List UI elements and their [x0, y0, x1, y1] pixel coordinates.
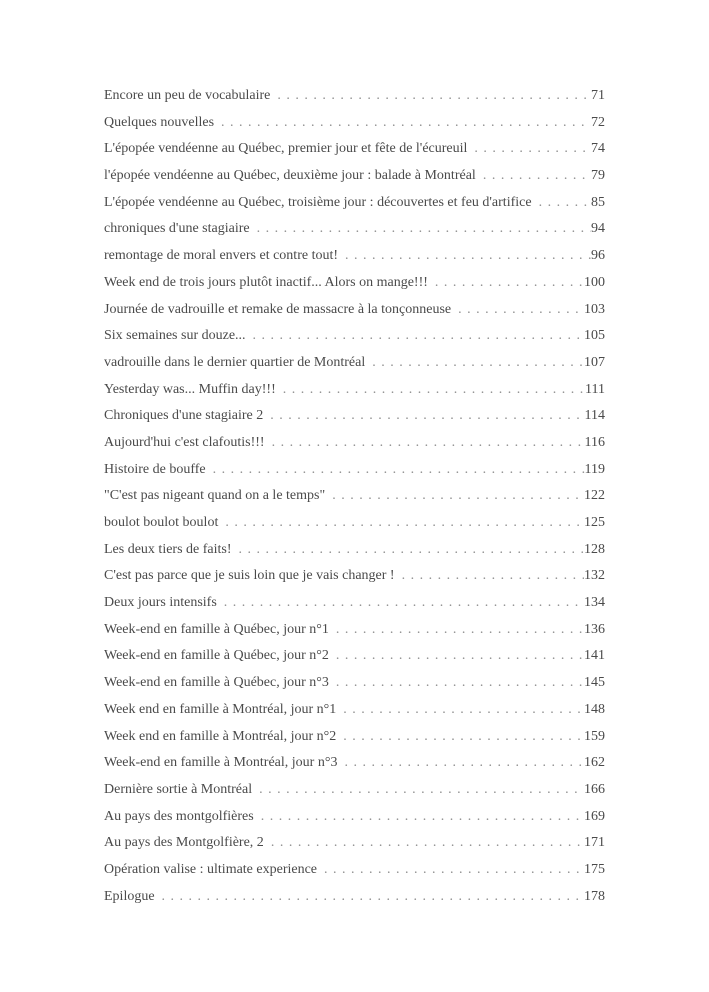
toc-entry[interactable] — [104, 216, 605, 243]
toc-entry-page: 136 — [584, 621, 605, 637]
toc-entry-title: vadrouille dans le dernier quartier de Montréal — [104, 354, 366, 370]
toc-entry-title: Yesterday was... Muffin day!!! — [104, 381, 276, 397]
toc-entry[interactable] — [104, 483, 605, 510]
dot-leader — [270, 83, 591, 110]
toc-entry[interactable] — [104, 777, 605, 804]
toc-entry[interactable] — [104, 403, 605, 430]
toc-entry-title: Dernière sortie à Montréal — [104, 781, 253, 797]
dot-leader — [329, 617, 584, 644]
toc-entry-page: 105 — [584, 328, 605, 344]
toc-entry-title: l'épopée vendéenne au Québec, deuxième jour : balade à Montréal — [104, 168, 476, 184]
toc-entry-page: 72 — [591, 114, 605, 130]
toc-entry-title: Six semaines sur douze... — [104, 328, 246, 344]
toc-entry[interactable] — [104, 884, 605, 911]
toc-entry-page: 94 — [591, 221, 605, 237]
toc-entry-page: 175 — [584, 861, 605, 877]
toc-entry[interactable] — [104, 190, 605, 217]
toc-entry-title: "C'est pas nigeant quand on a le temps" — [104, 488, 326, 504]
toc-entry[interactable] — [104, 537, 605, 564]
toc-entry[interactable] — [104, 830, 605, 857]
toc-entry-title: Au pays des Montgolfière, 2 — [104, 835, 264, 851]
toc-entry-title: Journée de vadrouille et remake de massacre à la tonçonneuse — [104, 301, 452, 317]
toc-entry[interactable] — [104, 297, 605, 324]
toc-entry-title: Week-end en famille à Québec, jour n°1 — [104, 621, 329, 637]
toc-entry-page: 119 — [584, 461, 605, 477]
dot-leader — [155, 884, 584, 911]
toc-entry[interactable] — [104, 857, 605, 884]
dot-leader — [428, 270, 584, 297]
toc-entry-title: Au pays des montgolfières — [104, 808, 254, 824]
dot-leader — [218, 510, 584, 537]
dot-leader — [329, 670, 584, 697]
table-of-contents — [104, 83, 605, 910]
toc-entry-title: Week-end en famille à Québec, jour n°2 — [104, 648, 329, 664]
toc-entry-page: 132 — [584, 568, 605, 584]
dot-leader — [265, 430, 585, 457]
toc-entry-page: 171 — [584, 835, 605, 851]
toc-entry-page: 103 — [584, 301, 605, 317]
dot-leader — [217, 590, 584, 617]
toc-entry-page: 85 — [591, 194, 605, 210]
dot-leader — [250, 216, 591, 243]
toc-entry-title: boulot boulot boulot — [104, 515, 219, 530]
toc-entry-title: Week-end en famille à Québec, jour n°3 — [104, 675, 329, 691]
toc-entry[interactable] — [104, 617, 605, 644]
toc-entry[interactable] — [104, 243, 605, 270]
dot-leader — [395, 563, 584, 590]
toc-entry[interactable] — [104, 270, 605, 297]
toc-entry[interactable] — [104, 377, 605, 404]
toc-entry-page: 79 — [591, 168, 605, 184]
dot-leader — [337, 750, 584, 777]
toc-entry[interactable] — [104, 643, 605, 670]
dot-leader — [365, 350, 584, 377]
toc-entry[interactable] — [104, 697, 605, 724]
dot-leader — [252, 777, 584, 804]
toc-entry-page: 128 — [584, 541, 605, 557]
toc-entry-title: Week end de trois jours plutôt inactif... Alors on mange!!! — [104, 274, 428, 290]
dot-leader — [214, 110, 591, 137]
toc-entry-page: 96 — [591, 248, 605, 264]
toc-entry[interactable] — [104, 457, 605, 484]
toc-entry-page: 162 — [584, 755, 605, 771]
dot-leader — [476, 163, 591, 190]
toc-entry-title: L'épopée vendéenne au Québec, premier jour et fête de l'écureuil — [104, 141, 468, 157]
dot-leader — [254, 804, 584, 831]
toc-entry-page: 178 — [584, 888, 605, 904]
toc-entry[interactable] — [104, 163, 605, 190]
toc-entry-page: 107 — [584, 354, 605, 370]
toc-entry-page: 116 — [584, 434, 605, 450]
toc-entry-title: chroniques d'une stagiaire — [104, 221, 250, 237]
toc-entry-page: 71 — [591, 88, 605, 103]
dot-leader — [325, 483, 584, 510]
toc-entry-title: Deux jours intensifs — [104, 595, 217, 611]
toc-entry-title: Quelques nouvelles — [104, 114, 215, 130]
toc-entry-page: 169 — [584, 808, 605, 824]
dot-leader — [532, 190, 591, 217]
toc-entry-title: Aujourd'hui c'est clafoutis!!! — [104, 434, 265, 450]
dot-leader — [246, 323, 584, 350]
toc-entry[interactable] — [104, 804, 605, 831]
toc-entry-title: remontage de moral envers et contre tout! — [104, 248, 339, 264]
toc-entry-page: 145 — [584, 675, 605, 691]
toc-entry-page: 74 — [591, 141, 605, 157]
toc-entry-title: Week end en famille à Montréal, jour n°2 — [104, 728, 337, 744]
toc-entry[interactable] — [104, 110, 605, 137]
toc-entry-title: Les deux tiers de faits! — [104, 541, 232, 557]
dot-leader — [451, 297, 584, 324]
toc-entry[interactable] — [104, 136, 605, 163]
dot-leader — [232, 537, 584, 564]
toc-entry-page: 111 — [585, 381, 605, 397]
toc-entry-title: C'est pas parce que je suis loin que je vais changer ! — [104, 568, 395, 584]
toc-entry[interactable] — [104, 563, 605, 590]
toc-entry[interactable] — [104, 430, 605, 457]
toc-entry-title: Epilogue — [104, 888, 155, 904]
toc-entry-title: Week-end en famille à Montréal, jour n°3 — [104, 755, 338, 771]
toc-entry-page: 159 — [584, 728, 605, 744]
toc-entry-page: 134 — [584, 595, 605, 611]
toc-entry[interactable] — [104, 750, 605, 777]
dot-leader — [276, 377, 585, 404]
dot-leader — [206, 457, 585, 484]
toc-entry[interactable] — [104, 670, 605, 697]
dot-leader — [329, 643, 584, 670]
dot-leader — [263, 403, 584, 430]
toc-entry[interactable] — [104, 350, 605, 377]
dot-leader — [336, 724, 584, 751]
toc-entry-title: L'épopée vendéenne au Québec, troisième jour : découvertes et feu d'artifice — [104, 194, 532, 210]
toc-entry-title: Week end en famille à Montréal, jour n°1 — [104, 701, 337, 717]
toc-entry[interactable] — [104, 83, 605, 110]
toc-entry-page: 114 — [584, 408, 605, 424]
dot-leader — [264, 830, 584, 857]
toc-entry-title: Encore un peu de vocabulaire — [104, 88, 271, 103]
toc-entry-title: Opération valise : ultimate experience — [104, 861, 318, 877]
toc-entry-page: 122 — [584, 488, 605, 504]
toc-entry[interactable] — [104, 590, 605, 617]
toc-entry[interactable] — [104, 323, 605, 350]
toc-entry-title: Chroniques d'une stagiaire 2 — [104, 408, 264, 424]
toc-entry-page: 141 — [584, 648, 605, 664]
toc-entry-page: 148 — [584, 701, 605, 717]
dot-leader — [338, 243, 591, 270]
dot-leader — [336, 697, 584, 724]
toc-entry-title: Histoire de bouffe — [104, 461, 206, 477]
toc-entry-page: 125 — [584, 515, 605, 530]
dot-leader — [317, 857, 584, 884]
toc-entry-page: 166 — [584, 781, 605, 797]
dot-leader — [467, 136, 591, 163]
toc-entry[interactable] — [104, 724, 605, 751]
toc-entry[interactable] — [104, 510, 605, 537]
toc-entry-page: 100 — [584, 274, 605, 290]
